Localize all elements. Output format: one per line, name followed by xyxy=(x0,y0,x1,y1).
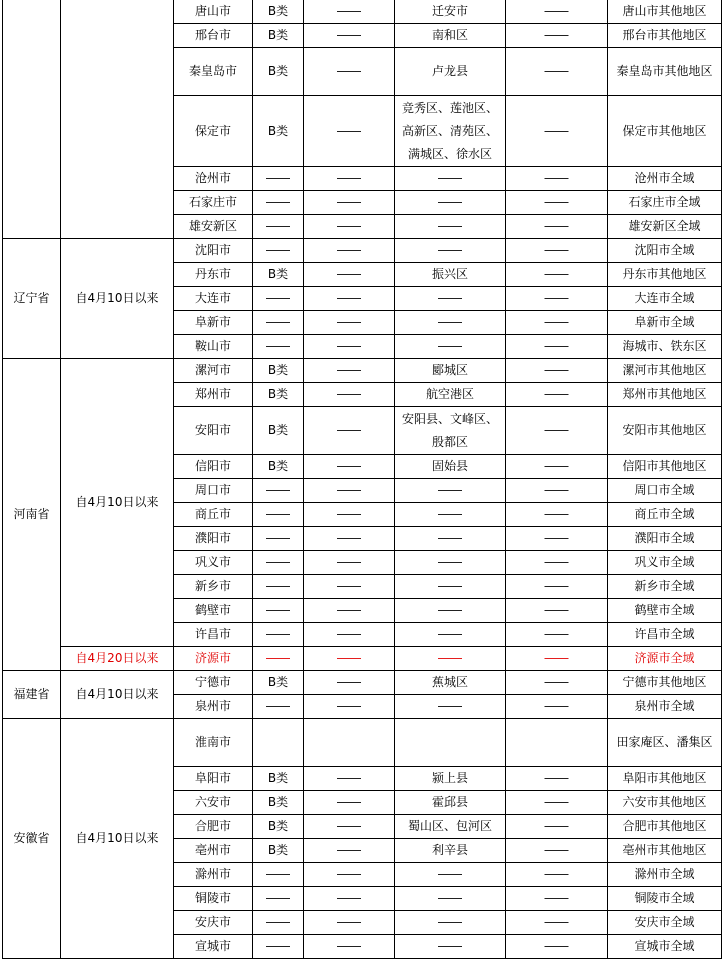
other-risk-cell xyxy=(506,719,608,767)
medium-risk-area-cell: 郾城区 xyxy=(395,359,506,383)
scope-cell: 许昌市全域 xyxy=(608,623,722,647)
other-risk-cell: ―― xyxy=(506,0,608,24)
other-risk-cell: ―― xyxy=(506,167,608,191)
class-cell: ―― xyxy=(253,863,304,887)
since-date-cell: 自4月20日以来 xyxy=(61,647,174,671)
high-risk-cell: ―― xyxy=(304,863,395,887)
scope-cell: 沧州市全域 xyxy=(608,167,722,191)
scope-cell: 巩义市全域 xyxy=(608,551,722,575)
since-date-cell: 自4月10日以来 xyxy=(61,239,174,359)
city-cell: 郑州市 xyxy=(174,383,253,407)
class-cell: ―― xyxy=(253,575,304,599)
class-cell: B类 xyxy=(253,839,304,863)
high-risk-cell: ―― xyxy=(304,623,395,647)
city-cell: 沧州市 xyxy=(174,167,253,191)
city-cell: 周口市 xyxy=(174,479,253,503)
high-risk-cell: ―― xyxy=(304,647,395,671)
other-risk-cell: ―― xyxy=(506,455,608,479)
class-cell: ―― xyxy=(253,647,304,671)
other-risk-cell: ―― xyxy=(506,815,608,839)
city-cell: 石家庄市 xyxy=(174,191,253,215)
scope-cell: 保定市其他地区 xyxy=(608,96,722,167)
class-cell: ―― xyxy=(253,935,304,959)
high-risk-cell xyxy=(304,719,395,767)
class-cell: ―― xyxy=(253,287,304,311)
medium-risk-area-cell: ―― xyxy=(395,623,506,647)
medium-risk-area-cell: ―― xyxy=(395,527,506,551)
scope-cell: 邢台市其他地区 xyxy=(608,24,722,48)
high-risk-cell: ―― xyxy=(304,455,395,479)
city-cell: 信阳市 xyxy=(174,455,253,479)
scope-cell: 济源市全域 xyxy=(608,647,722,671)
high-risk-cell: ―― xyxy=(304,407,395,455)
other-risk-cell: ―― xyxy=(506,935,608,959)
province-cell: 河南省 xyxy=(3,359,61,671)
scope-cell: 雄安新区全域 xyxy=(608,215,722,239)
table-row xyxy=(3,359,722,383)
scope-cell: 濮阳市全域 xyxy=(608,527,722,551)
high-risk-cell: ―― xyxy=(304,48,395,96)
class-cell: ―― xyxy=(253,599,304,623)
scope-cell: 新乡市全域 xyxy=(608,575,722,599)
province-cell: 辽宁省 xyxy=(3,239,61,359)
city-cell: 唐山市 xyxy=(174,0,253,24)
high-risk-cell: ―― xyxy=(304,575,395,599)
scope-cell: 丹东市其他地区 xyxy=(608,263,722,287)
medium-risk-area-cell: ―― xyxy=(395,503,506,527)
high-risk-cell: ―― xyxy=(304,503,395,527)
province-cell: 福建省 xyxy=(3,671,61,719)
scope-cell: 宁德市其他地区 xyxy=(608,671,722,695)
city-cell: 宣城市 xyxy=(174,935,253,959)
medium-risk-area-cell: ―― xyxy=(395,479,506,503)
class-cell: ―― xyxy=(253,623,304,647)
city-cell: 六安市 xyxy=(174,791,253,815)
city-cell: 铜陵市 xyxy=(174,887,253,911)
city-cell: 合肥市 xyxy=(174,815,253,839)
other-risk-cell: ―― xyxy=(506,767,608,791)
other-risk-cell: ―― xyxy=(506,311,608,335)
class-cell: B类 xyxy=(253,671,304,695)
city-cell: 邢台市 xyxy=(174,24,253,48)
scope-cell: 阜新市全域 xyxy=(608,311,722,335)
medium-risk-area-cell: ―― xyxy=(395,863,506,887)
scope-cell: 宣城市全域 xyxy=(608,935,722,959)
city-cell: 滁州市 xyxy=(174,863,253,887)
medium-risk-area-cell: 蜀山区、包河区 xyxy=(395,815,506,839)
high-risk-cell: ―― xyxy=(304,359,395,383)
medium-risk-area-cell: ―― xyxy=(395,599,506,623)
class-cell: ―― xyxy=(253,503,304,527)
other-risk-cell: ―― xyxy=(506,671,608,695)
other-risk-cell: ―― xyxy=(506,599,608,623)
class-cell: B类 xyxy=(253,48,304,96)
medium-risk-area-cell: 南和区 xyxy=(395,24,506,48)
class-cell: ―― xyxy=(253,527,304,551)
class-cell: B类 xyxy=(253,96,304,167)
high-risk-cell: ―― xyxy=(304,215,395,239)
class-cell xyxy=(253,719,304,767)
medium-risk-area-cell: 霍邱县 xyxy=(395,791,506,815)
medium-risk-area-cell: ―― xyxy=(395,911,506,935)
city-cell: 亳州市 xyxy=(174,839,253,863)
table-row xyxy=(3,647,722,671)
city-cell: 沈阳市 xyxy=(174,239,253,263)
class-cell: ―― xyxy=(253,167,304,191)
medium-risk-area-cell: 竞秀区、莲池区、高新区、清苑区、满城区、徐水区 xyxy=(395,96,506,167)
other-risk-cell: ―― xyxy=(506,575,608,599)
other-risk-cell: ―― xyxy=(506,24,608,48)
city-cell: 大连市 xyxy=(174,287,253,311)
medium-risk-area-cell: ―― xyxy=(395,311,506,335)
medium-risk-area-cell: 迁安市 xyxy=(395,0,506,24)
city-cell: 濮阳市 xyxy=(174,527,253,551)
city-cell: 巩义市 xyxy=(174,551,253,575)
province-cell: 安徽省 xyxy=(3,719,61,959)
city-cell: 安庆市 xyxy=(174,911,253,935)
class-cell: B类 xyxy=(253,263,304,287)
class-cell: ―― xyxy=(253,311,304,335)
table-row xyxy=(3,671,722,695)
class-cell: ―― xyxy=(253,335,304,359)
city-cell: 阜阳市 xyxy=(174,767,253,791)
risk-area-table xyxy=(2,0,722,959)
medium-risk-area-cell: ―― xyxy=(395,551,506,575)
high-risk-cell: ―― xyxy=(304,767,395,791)
high-risk-cell: ―― xyxy=(304,791,395,815)
class-cell: B类 xyxy=(253,0,304,24)
scope-cell: 郑州市其他地区 xyxy=(608,383,722,407)
table-row xyxy=(3,719,722,767)
class-cell: ―― xyxy=(253,695,304,719)
medium-risk-area-cell: ―― xyxy=(395,215,506,239)
scope-cell: 合肥市其他地区 xyxy=(608,815,722,839)
other-risk-cell: ―― xyxy=(506,551,608,575)
other-risk-cell: ―― xyxy=(506,647,608,671)
high-risk-cell: ―― xyxy=(304,815,395,839)
high-risk-cell: ―― xyxy=(304,383,395,407)
other-risk-cell: ―― xyxy=(506,335,608,359)
city-cell: 济源市 xyxy=(174,647,253,671)
scope-cell: 鹤壁市全域 xyxy=(608,599,722,623)
class-cell: B类 xyxy=(253,359,304,383)
scope-cell: 亳州市其他地区 xyxy=(608,839,722,863)
high-risk-cell: ―― xyxy=(304,335,395,359)
other-risk-cell: ―― xyxy=(506,287,608,311)
medium-risk-area-cell: 蕉城区 xyxy=(395,671,506,695)
city-cell: 保定市 xyxy=(174,96,253,167)
other-risk-cell: ―― xyxy=(506,96,608,167)
class-cell: ―― xyxy=(253,479,304,503)
class-cell: B类 xyxy=(253,383,304,407)
scope-cell: 安阳市其他地区 xyxy=(608,407,722,455)
medium-risk-area-cell: ―― xyxy=(395,647,506,671)
other-risk-cell: ―― xyxy=(506,791,608,815)
scope-cell: 商丘市全域 xyxy=(608,503,722,527)
since-date-cell: 自4月10日以来 xyxy=(61,671,174,719)
class-cell: ―― xyxy=(253,551,304,575)
since-date-cell: 自4月10日以来 xyxy=(61,359,174,647)
high-risk-cell: ―― xyxy=(304,527,395,551)
medium-risk-area-cell: ―― xyxy=(395,239,506,263)
scope-cell: 阜阳市其他地区 xyxy=(608,767,722,791)
since-date-cell xyxy=(61,0,174,239)
medium-risk-area-cell: ―― xyxy=(395,575,506,599)
scope-cell: 唐山市其他地区 xyxy=(608,0,722,24)
high-risk-cell: ―― xyxy=(304,599,395,623)
city-cell: 雄安新区 xyxy=(174,215,253,239)
city-cell: 秦皇岛市 xyxy=(174,48,253,96)
medium-risk-area-cell: 固始县 xyxy=(395,455,506,479)
other-risk-cell: ―― xyxy=(506,359,608,383)
class-cell: B类 xyxy=(253,815,304,839)
high-risk-cell: ―― xyxy=(304,887,395,911)
city-cell: 商丘市 xyxy=(174,503,253,527)
class-cell: B类 xyxy=(253,791,304,815)
scope-cell: 石家庄市全域 xyxy=(608,191,722,215)
scope-cell: 六安市其他地区 xyxy=(608,791,722,815)
medium-risk-area-cell: ―― xyxy=(395,167,506,191)
class-cell: B类 xyxy=(253,407,304,455)
since-date-cell: 自4月10日以来 xyxy=(61,719,174,959)
city-cell: 淮南市 xyxy=(174,719,253,767)
table-body xyxy=(3,0,722,959)
class-cell: B类 xyxy=(253,767,304,791)
medium-risk-area-cell: ―― xyxy=(395,191,506,215)
scope-cell: 信阳市其他地区 xyxy=(608,455,722,479)
scope-cell: 泉州市全域 xyxy=(608,695,722,719)
medium-risk-area-cell: ―― xyxy=(395,887,506,911)
class-cell: ―― xyxy=(253,239,304,263)
other-risk-cell: ―― xyxy=(506,263,608,287)
medium-risk-area-cell: ―― xyxy=(395,695,506,719)
table-row xyxy=(3,239,722,263)
city-cell: 丹东市 xyxy=(174,263,253,287)
other-risk-cell: ―― xyxy=(506,407,608,455)
scope-cell: 田家庵区、潘集区 xyxy=(608,719,722,767)
scope-cell: 漯河市其他地区 xyxy=(608,359,722,383)
high-risk-cell: ―― xyxy=(304,839,395,863)
medium-risk-area-cell: 利辛县 xyxy=(395,839,506,863)
city-cell: 安阳市 xyxy=(174,407,253,455)
class-cell: ―― xyxy=(253,191,304,215)
high-risk-cell: ―― xyxy=(304,263,395,287)
other-risk-cell: ―― xyxy=(506,887,608,911)
other-risk-cell: ―― xyxy=(506,839,608,863)
class-cell: ―― xyxy=(253,887,304,911)
class-cell: ―― xyxy=(253,911,304,935)
scope-cell: 铜陵市全域 xyxy=(608,887,722,911)
high-risk-cell: ―― xyxy=(304,551,395,575)
scope-cell: 沈阳市全域 xyxy=(608,239,722,263)
medium-risk-area-cell: 航空港区 xyxy=(395,383,506,407)
city-cell: 漯河市 xyxy=(174,359,253,383)
high-risk-cell: ―― xyxy=(304,191,395,215)
high-risk-cell: ―― xyxy=(304,96,395,167)
medium-risk-area-cell: 颍上县 xyxy=(395,767,506,791)
other-risk-cell: ―― xyxy=(506,863,608,887)
other-risk-cell: ―― xyxy=(506,527,608,551)
scope-cell: 周口市全域 xyxy=(608,479,722,503)
city-cell: 鞍山市 xyxy=(174,335,253,359)
other-risk-cell: ―― xyxy=(506,479,608,503)
other-risk-cell: ―― xyxy=(506,503,608,527)
other-risk-cell: ―― xyxy=(506,911,608,935)
scope-cell: 滁州市全域 xyxy=(608,863,722,887)
other-risk-cell: ―― xyxy=(506,623,608,647)
high-risk-cell: ―― xyxy=(304,167,395,191)
other-risk-cell: ―― xyxy=(506,239,608,263)
medium-risk-area-cell: ―― xyxy=(395,335,506,359)
high-risk-cell: ―― xyxy=(304,695,395,719)
class-cell: B类 xyxy=(253,455,304,479)
city-cell: 鹤壁市 xyxy=(174,599,253,623)
city-cell: 宁德市 xyxy=(174,671,253,695)
city-cell: 阜新市 xyxy=(174,311,253,335)
other-risk-cell: ―― xyxy=(506,383,608,407)
table-row xyxy=(3,0,722,24)
scope-cell: 海城市、铁东区 xyxy=(608,335,722,359)
scope-cell: 安庆市全域 xyxy=(608,911,722,935)
other-risk-cell: ―― xyxy=(506,215,608,239)
city-cell: 泉州市 xyxy=(174,695,253,719)
other-risk-cell: ―― xyxy=(506,191,608,215)
class-cell: ―― xyxy=(253,215,304,239)
high-risk-cell: ―― xyxy=(304,479,395,503)
medium-risk-area-cell: 卢龙县 xyxy=(395,48,506,96)
scope-cell: 大连市全域 xyxy=(608,287,722,311)
high-risk-cell: ―― xyxy=(304,311,395,335)
high-risk-cell: ―― xyxy=(304,911,395,935)
province-cell xyxy=(3,0,61,239)
high-risk-cell: ―― xyxy=(304,935,395,959)
medium-risk-area-cell: 振兴区 xyxy=(395,263,506,287)
high-risk-cell: ―― xyxy=(304,239,395,263)
high-risk-cell: ―― xyxy=(304,24,395,48)
high-risk-cell: ―― xyxy=(304,287,395,311)
medium-risk-area-cell: ―― xyxy=(395,287,506,311)
medium-risk-area-cell: 安阳县、文峰区、殷都区 xyxy=(395,407,506,455)
other-risk-cell: ―― xyxy=(506,48,608,96)
medium-risk-area-cell xyxy=(395,719,506,767)
city-cell: 许昌市 xyxy=(174,623,253,647)
high-risk-cell: ―― xyxy=(304,0,395,24)
high-risk-cell: ―― xyxy=(304,671,395,695)
class-cell: B类 xyxy=(253,24,304,48)
city-cell: 新乡市 xyxy=(174,575,253,599)
other-risk-cell: ―― xyxy=(506,695,608,719)
scope-cell: 秦皇岛市其他地区 xyxy=(608,48,722,96)
medium-risk-area-cell: ―― xyxy=(395,935,506,959)
